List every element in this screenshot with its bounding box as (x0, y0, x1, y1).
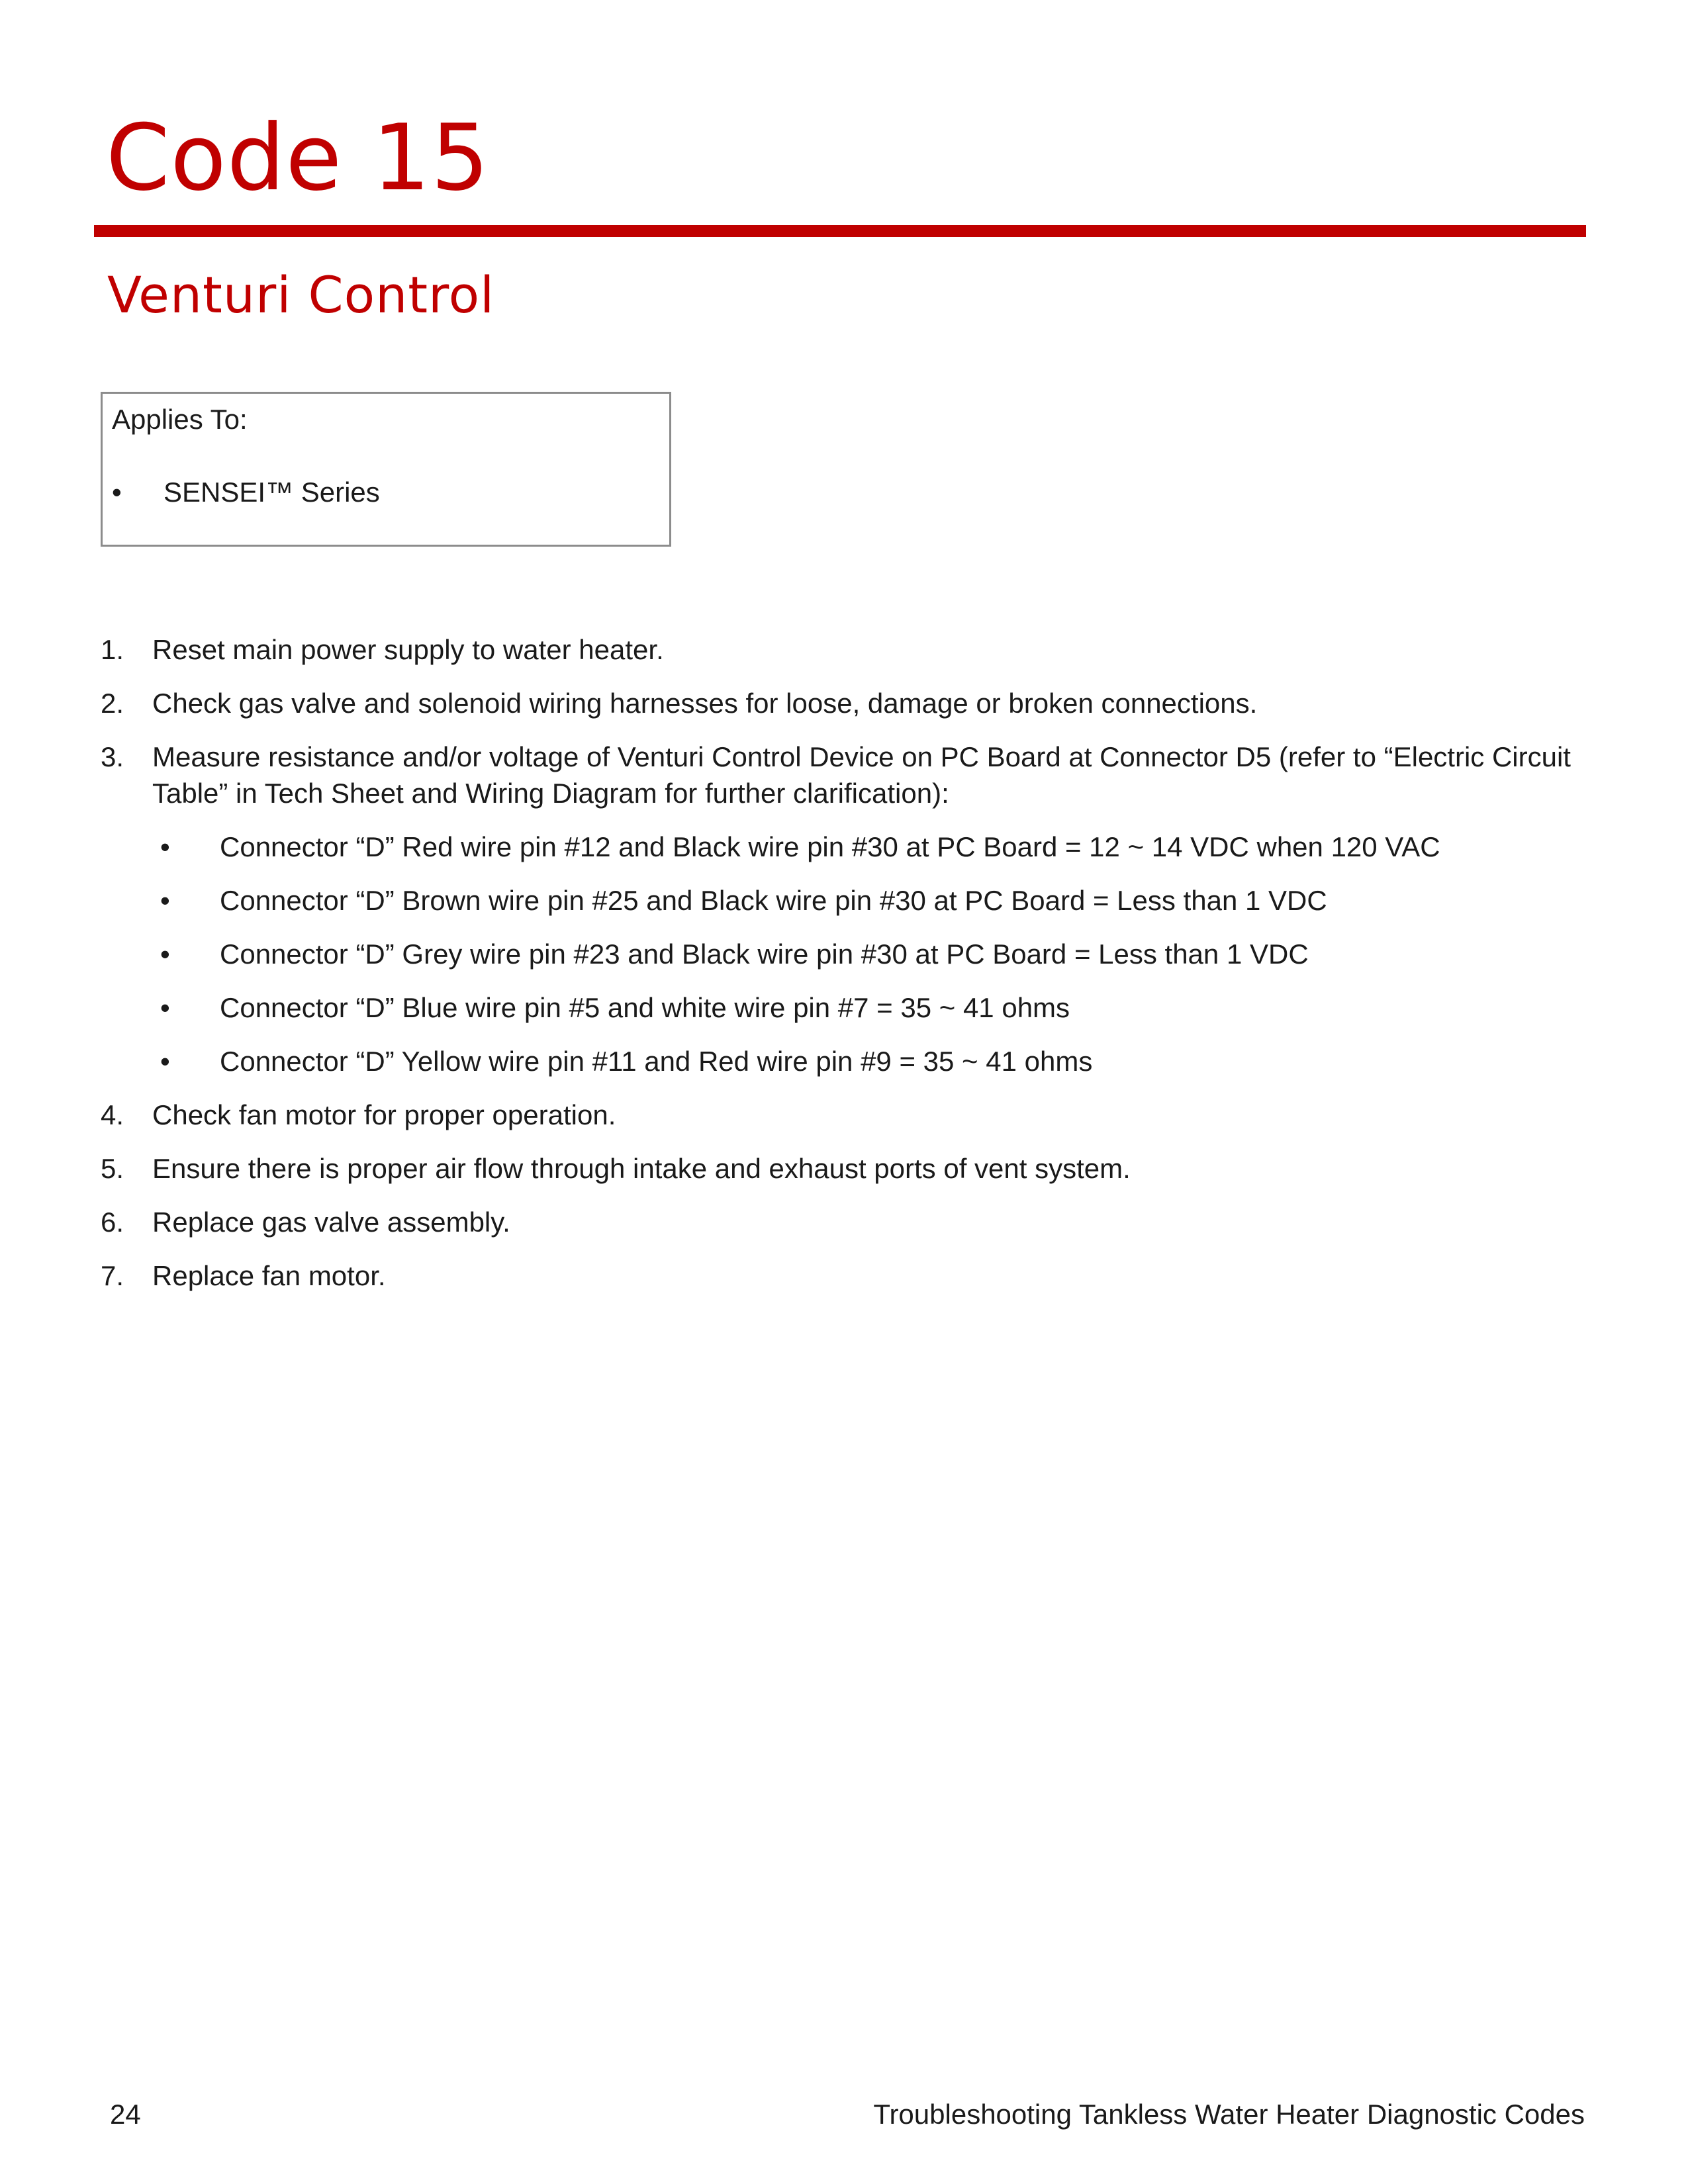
bullet-icon: • (160, 831, 170, 862)
step-text: Reset main power supply to water heater. (152, 634, 664, 665)
step-item (101, 739, 1590, 1079)
step-text: Measure resistance and/or voltage of Venturi Control Device on PC Board at Connector D5 (refer to “Electric Circuit Table” in Tech Sheet and Wiring Diagram for further clarification): (152, 741, 1571, 809)
measurement-text: Connector “D” Blue wire pin #5 and white wire pin #7 = 35 ~ 41 ohms (220, 992, 1070, 1023)
page-subtitle: Venturi Control (107, 265, 495, 324)
page-title: Code 15 (106, 105, 490, 211)
page-number: 24 (110, 2099, 141, 2130)
step-number: 4. (101, 1099, 124, 1130)
step-text: Ensure there is proper air flow through intake and exhaust ports of vent system. (152, 1153, 1131, 1184)
bullet-icon: • (160, 938, 170, 970)
step-text: Replace gas valve assembly. (152, 1206, 510, 1238)
bullet-icon: • (160, 885, 170, 916)
measurement-list (152, 829, 1590, 1079)
measurement-text: Connector “D” Brown wire pin #25 and Black wire pin #30 at PC Board = Less than 1 VDC (220, 885, 1327, 916)
step-item (101, 1204, 1590, 1240)
step-number: 1. (101, 634, 124, 665)
step-number: 7. (101, 1260, 124, 1291)
step-number: 5. (101, 1153, 124, 1184)
measurement-text: Connector “D” Red wire pin #12 and Black wire pin #30 at PC Board = 12 ~ 14 VDC when 120 VAC (220, 831, 1440, 862)
measurement-text: Connector “D” Yellow wire pin #11 and Red wire pin #9 = 35 ~ 41 ohms (220, 1046, 1093, 1077)
step-number: 3. (101, 741, 124, 772)
title-divider (94, 225, 1586, 237)
step-item (101, 1150, 1590, 1187)
measurement-text: Connector “D” Grey wire pin #23 and Black wire pin #30 at PC Board = Less than 1 VDC (220, 938, 1309, 970)
applies-to-item-text: SENSEI™ Series (164, 477, 380, 508)
step-item (101, 631, 1590, 668)
step-text: Replace fan motor. (152, 1260, 386, 1291)
applies-to-label: Applies To: (112, 404, 248, 435)
troubleshooting-steps (101, 631, 1590, 1311)
step-item (101, 685, 1590, 721)
bullet-icon: • (160, 992, 170, 1023)
step-text: Check gas valve and solenoid wiring harnesses for loose, damage or broken connections. (152, 688, 1258, 719)
measurement-item (101, 1043, 1590, 1079)
applies-to-box (101, 392, 671, 547)
step-text: Check fan motor for proper operation. (152, 1099, 616, 1130)
measurement-item (101, 882, 1590, 919)
applies-to-item (112, 478, 380, 506)
measurement-item (101, 829, 1590, 865)
measurement-item (101, 936, 1590, 972)
step-item (101, 1257, 1590, 1294)
step-item (101, 1097, 1590, 1133)
bullet-icon: • (160, 1046, 170, 1077)
measurement-item (101, 989, 1590, 1026)
step-content (152, 739, 1590, 1079)
bullet-icon: • (112, 477, 122, 508)
footer-document-title: Troubleshooting Tankless Water Heater Diagnostic Codes (873, 2099, 1585, 2130)
step-number: 2. (101, 688, 124, 719)
step-number: 6. (101, 1206, 124, 1238)
